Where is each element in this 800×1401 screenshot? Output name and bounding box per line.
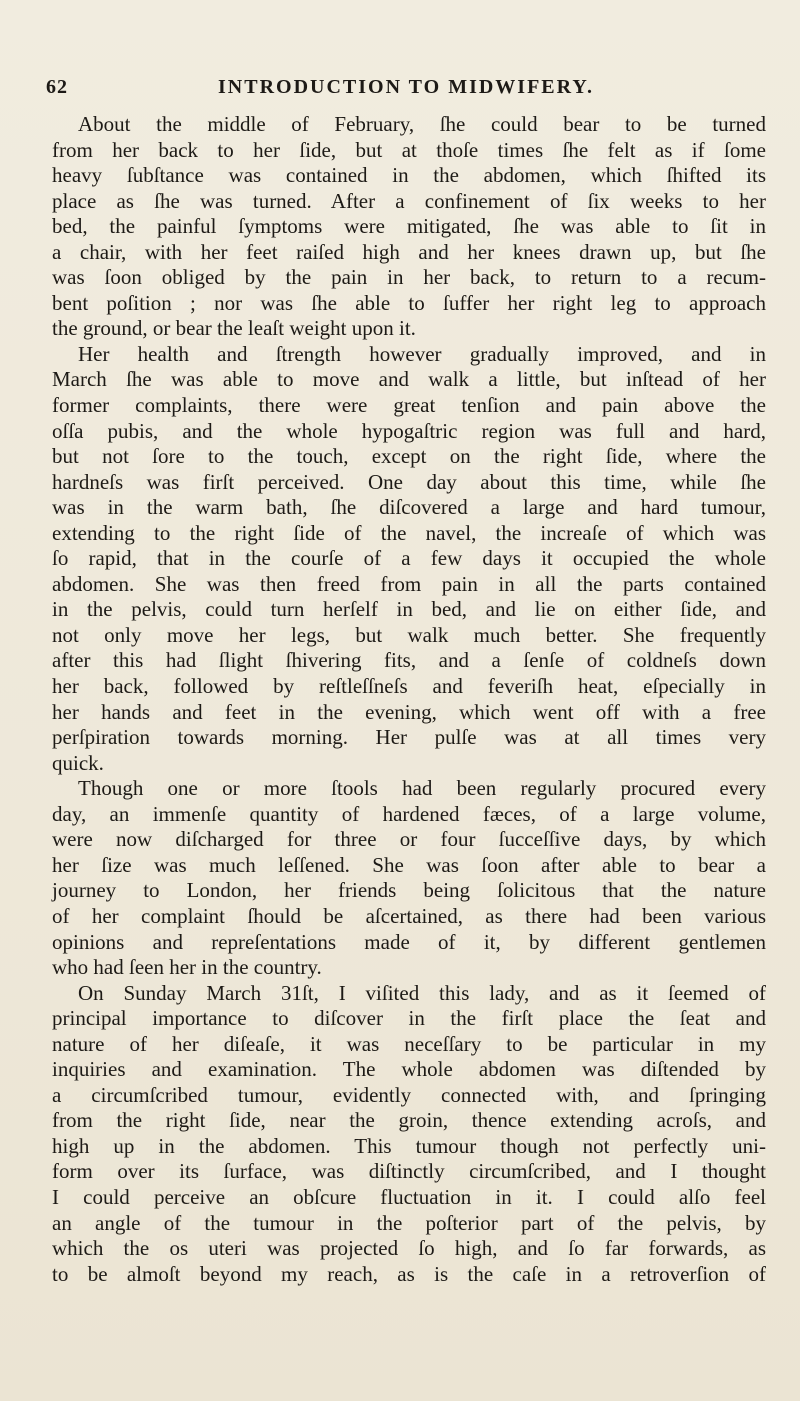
text-line: principal importance to diſcover in the firſt place the ſeat and xyxy=(52,1006,766,1031)
text-line: high up in the abdomen. This tumour though not perfectly uni- xyxy=(52,1133,766,1158)
text-line: bent poſition ; nor was ſhe able to ſuffer her right leg to approach xyxy=(52,290,766,315)
text-line: opinions and repreſentations made of it, by different gentlemen xyxy=(52,929,766,954)
text-line: place as ſhe was turned. After a confinement of ſix weeks to her xyxy=(52,188,766,213)
text-line: from her back to her ſide, but at thoſe times ſhe felt as if ſome xyxy=(52,137,766,162)
text-line: but not ſore to the touch, except on the right ſide, where the xyxy=(52,444,766,469)
text-line: of her complaint ſhould be aſcertained, as there had been various xyxy=(52,903,766,928)
page-header xyxy=(46,76,766,106)
text-line: Her health and ſtrength however gradually improved, and in xyxy=(78,341,766,366)
text-line: not only move her legs, but walk much better. She frequently xyxy=(52,622,766,647)
text-line: the ground, or bear the leaſt weight upon it. xyxy=(52,316,416,341)
text-line: was ſoon obliged by the pain in her back, to return to a recum- xyxy=(52,265,766,290)
text-line: her ſize was much leſſened. She was ſoon after able to bear a xyxy=(52,852,766,877)
text-line: nature of her diſeaſe, it was neceſſary to be particular in my xyxy=(52,1031,766,1056)
text-line: a chair, with her feet raiſed high and her knees drawn up, but ſhe xyxy=(52,239,766,264)
text-line: March ſhe was able to move and walk a little, but inſtead of her xyxy=(52,367,766,392)
text-line: her back, followed by reſtleſſneſs and feveriſh heat, eſpecially in xyxy=(52,674,766,699)
text-line: abdomen. She was then freed from pain in all the parts contained xyxy=(52,571,766,596)
text-line: heavy ſubſtance was contained in the abdomen, which ſhifted its xyxy=(52,163,766,188)
text-line: her hands and feet in the evening, which went off with a free xyxy=(52,699,766,724)
text-line: form over its ſurface, was diſtinctly circumſcribed, and I thought xyxy=(52,1159,766,1184)
text-line: an angle of the tumour in the poſterior part of the pelvis, by xyxy=(52,1210,766,1235)
page-number: 62 xyxy=(46,76,68,98)
body-text xyxy=(52,112,766,1287)
running-head: INTRODUCTION TO MIDWIFERY. xyxy=(218,76,594,98)
text-line: bed, the painful ſymptoms were mitigated, ſhe was able to ſit in xyxy=(52,214,766,239)
text-line: On Sunday March 31ſt, I viſited this lady, and as it ſeemed of xyxy=(78,980,766,1005)
text-line: oſſa pubis, and the whole hypogaſtric region was full and hard, xyxy=(52,418,766,443)
text-line: a circumſcribed tumour, evidently connected with, and ſpringing xyxy=(52,1082,766,1107)
text-line: hardneſs was firſt perceived. One day about this time, while ſhe xyxy=(52,469,766,494)
text-line: was in the warm bath, ſhe diſcovered a large and hard tumour, xyxy=(52,495,766,520)
text-line: perſpiration towards morning. Her pulſe was at all times very xyxy=(52,725,766,750)
text-line: former complaints, there were great tenſion and pain above the xyxy=(52,393,766,418)
text-line: from the right ſide, near the groin, thence extending acroſs, and xyxy=(52,1108,766,1133)
text-line: in the pelvis, could turn herſelf in bed, and lie on either ſide, and xyxy=(52,597,766,622)
text-line: quick. xyxy=(52,750,104,775)
text-line: About the middle of February, ſhe could bear to be turned xyxy=(78,112,766,136)
text-line: which the os uteri was projected ſo high, and ſo far forwards, as xyxy=(52,1236,766,1261)
text-line: day, an immenſe quantity of hardened fæces, of a large volume, xyxy=(52,801,766,826)
text-line: extending to the right ſide of the navel, the increaſe of which was xyxy=(52,520,766,545)
text-line: Though one or more ſtools had been regularly procured every xyxy=(78,776,766,801)
text-line: after this had ſlight ſhivering fits, and a ſenſe of coldneſs down xyxy=(52,648,766,673)
text-line: I could perceive an obſcure fluctuation in it. I could alſo feel xyxy=(52,1184,766,1209)
text-line: to be almoſt beyond my reach, as is the caſe in a retroverſion of xyxy=(52,1261,766,1286)
text-line: who had ſeen her in the country. xyxy=(52,955,322,980)
text-line: journey to London, her friends being ſolicitous that the nature xyxy=(52,878,766,903)
text-line: inquiries and examination. The whole abdomen was diſtended by xyxy=(52,1057,766,1082)
text-line: ſo rapid, that in the courſe of a few days it occupied the whole xyxy=(52,546,766,571)
text-line: were now diſcharged for three or four ſucceſſive days, by which xyxy=(52,827,766,852)
